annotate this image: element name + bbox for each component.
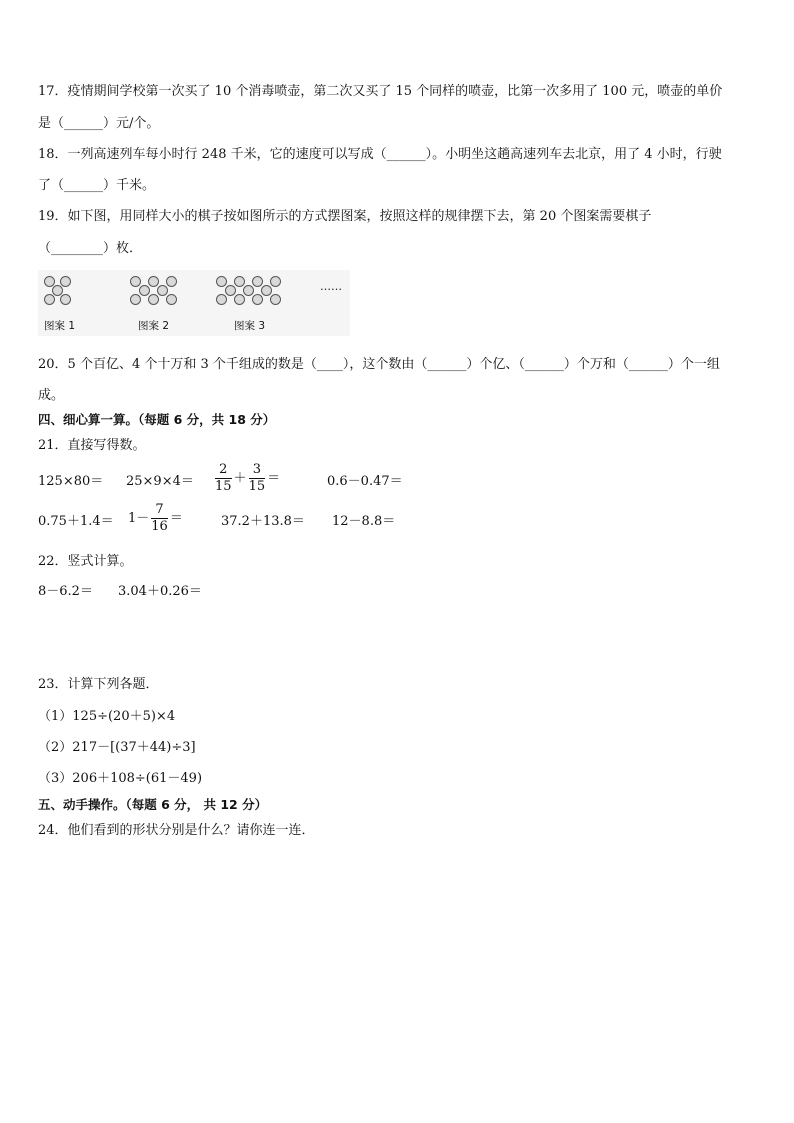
fraction [215,462,232,495]
chess-piece [252,294,263,305]
chess-piece [270,294,281,305]
q21-expr-7: 37.2＋13.8＝ [221,514,305,529]
chess-piece [166,276,177,287]
q22-expr-2: 3.04＋0.26＝ [118,584,202,599]
chess-piece [157,285,168,296]
numerator: 7 [151,502,168,519]
denominator: 15 [215,479,232,494]
numerator: 2 [215,462,232,479]
q21-expr-2: 25×9×4＝ [126,474,194,489]
q23-item-3: （3）206＋108÷(61－49) [38,771,203,786]
equals: ＝ [267,471,281,486]
q24-title: 24．他们看到的形状分别是什么？请你连一连． [38,823,315,838]
q23-title: 23．计算下列各题． [38,677,159,692]
chess-piece [243,285,254,296]
section-4-heading: 四、细心算一算。（每题 6 分，共 18 分） [38,412,276,427]
q22-title: 22．竖式计算。 [38,554,133,569]
chess-piece [148,276,159,287]
pattern-label-2: 图案 2 [138,320,170,332]
section-5-heading: 五、动手操作。（每题 6 分， 共 12 分） [38,797,268,812]
q18-line1: 18．一列高速列车每小时行 248 千米，它的速度可以写成（______）。小明坐这趟高速列车去北京，用了 4 小时，行驶 [38,147,722,162]
chess-piece [130,294,141,305]
operator: ＋ [233,471,247,486]
chess-piece [139,285,150,296]
chess-piece [216,294,227,305]
q17-line1: 17．疫情期间学校第一次买了 10 个消毒喷壶，第二次又买了 15 个同样的喷壶，比第一次多用了 100 元，喷壶的单价 [38,84,723,99]
minuend: 1－ [128,511,150,526]
denominator: 16 [151,519,168,534]
chess-piece [216,276,227,287]
chess-piece [148,294,159,305]
q19-line2: （________）枚． [38,241,143,256]
pattern-figure [38,270,350,336]
q23-item-2: （2）217－[(37＋44)÷3] [38,740,196,755]
chess-piece [270,276,281,287]
q20-line2: 成。 [38,388,65,403]
q21-expr-3 [213,462,280,495]
q19-line1: 19．如下图，用同样大小的棋子按如图所示的方式摆图案，按照这样的规律摆下去，第 20 个图案需要棋子 [38,209,652,224]
fraction [249,462,266,495]
q22-expr-1: 8－6.2＝ [38,584,93,599]
pattern-label-3: 图案 3 [234,320,266,332]
q21-expr-5: 0.75＋1.4＝ [38,514,114,529]
chess-piece [234,276,245,287]
denominator: 15 [248,479,266,494]
q23-item-1: （1）125÷(20＋5)×4 [38,709,176,724]
chess-piece [130,276,141,287]
chess-piece [225,285,236,296]
q18-line2: 了（______）千米。 [38,178,156,193]
pattern-label-1: 图案 1 [44,320,76,332]
numerator: 3 [249,462,266,479]
chess-piece [261,285,272,296]
chess-piece [60,276,71,287]
chess-piece [44,294,55,305]
q21-expr-8: 12－8.8＝ [332,514,396,529]
equals: ＝ [169,511,183,526]
chess-piece [234,294,245,305]
q21-expr-6 [128,502,183,535]
q21-expr-4: 0.6－0.47＝ [327,474,403,489]
pattern-ellipsis: …… [320,280,342,293]
q17-line2: 是（______）元/个。 [38,116,160,131]
chess-piece [252,276,263,287]
fraction [151,502,168,535]
chess-piece [166,294,177,305]
chess-piece [60,294,71,305]
q20-line1: 20．5 个百亿、4 个十万和 3 个千组成的数是（____），这个数由（______）个亿、（______）个万和（______）个一组 [38,357,720,372]
q21-expr-1: 125×80＝ [38,474,104,489]
q21-title: 21．直接写得数。 [38,438,146,453]
